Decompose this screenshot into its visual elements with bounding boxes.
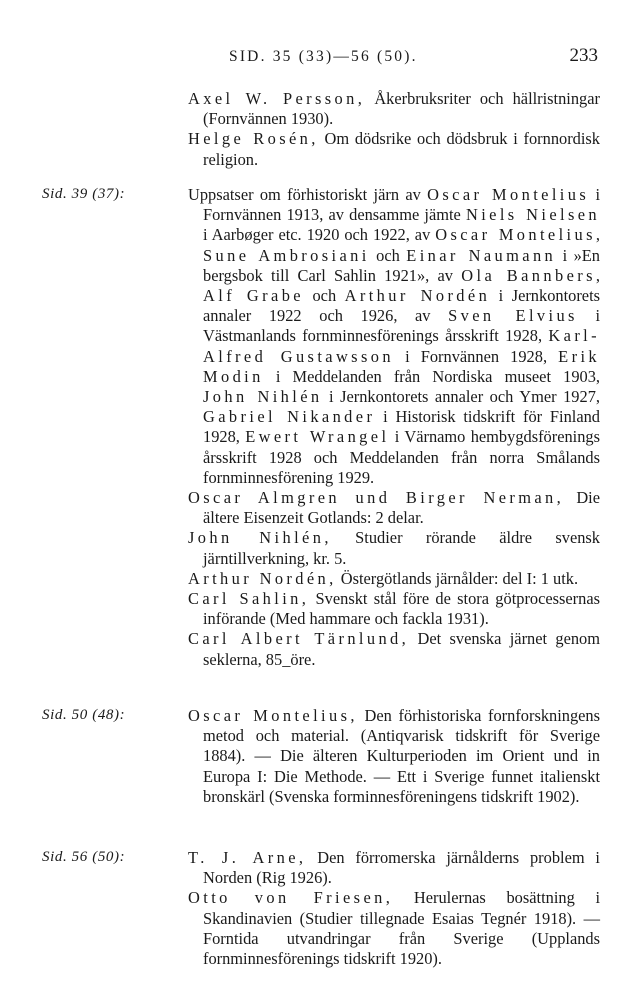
entry-text: Den förhistoriska fornforskningens metod och material. (Antiqvarisk tidskrift för Sverige 1884). — Die älteren Kulturperioden im Orient und in Europa I: Die Methode. — Ett i Sverige funnet italienskt bronskärl (Svenska forminnesföreningens tidskrift 1902). — [203, 706, 601, 806]
entry-author: Sven Elvius — [448, 306, 578, 326]
entry-author: Ola Bannbers — [461, 265, 596, 285]
entry-text: i Jernkontorets annaler 1922 och 1926, av — [203, 286, 600, 326]
bibliography-entry — [188, 528, 600, 568]
entry-author: Oscar Montelius — [435, 225, 596, 245]
entry-text: i Fornvännen 1928, — [393, 346, 559, 366]
entry-text: Studier rörande äldre svensk järntillverkning, kr. 5. — [203, 528, 600, 568]
entry-text: Det svenska järnet genom seklerna, 85_öre. — [203, 629, 600, 669]
page-header — [0, 44, 640, 74]
running-head: SID. 35 (33)—56 (50). — [229, 48, 418, 65]
entry-text: , — [595, 265, 601, 285]
entry-author: Erik Modin — [203, 346, 600, 386]
entry-text: i Jernkontorets annaler och Ymer 1927, — [322, 387, 600, 407]
entry-author: Carl Sahlin, — [188, 589, 310, 609]
entry-text: i Västmanlands fornminnesförenings årsskrift 1928, — [203, 306, 601, 346]
entry-text: Åkerbruksriter och hällristningar (Fornvännen 1930). — [203, 89, 600, 129]
bibliography-entry — [188, 89, 600, 129]
entry-author: Otto von Friesen, — [188, 888, 394, 908]
entry-text: i Historisk tidskrift för Finland 1928, — [203, 407, 600, 447]
entry-author: Axel W. Persson, — [188, 89, 366, 108]
entry-author: Gabriel Nikander — [203, 407, 376, 427]
entry-author: John Nihlén — [203, 387, 323, 407]
entry-text: Den förromerska järnålderns problem i Norden (Rig 1926). — [203, 848, 600, 888]
margin-reference: Sid. 39 (37): — [42, 186, 126, 202]
entry-author: Carl Albert Tärnlund, — [188, 629, 410, 649]
margin-reference: Sid. 56 (50): — [42, 849, 126, 865]
entry-text: i Meddelanden från Nordiska museet 1903, — [263, 366, 600, 386]
entry-text: i Fornvännen 1913, av densamme jämte — [203, 185, 601, 225]
entry-author: John Nihlén, — [188, 528, 332, 548]
entry-author: Einar Naumann — [406, 245, 557, 265]
entry-list — [188, 185, 600, 670]
entry-text: , — [595, 225, 600, 245]
bibliography-entry — [188, 589, 600, 629]
entry-author: Karl-Alfred Gustawsson — [203, 326, 600, 366]
entry-text: och — [303, 286, 345, 306]
bibliography-entry — [188, 706, 600, 807]
entry-author: Arthur Nordén, — [188, 568, 337, 588]
entry-text: i Värnamo hembygdsförenings årsskrift 1928 och Meddelanden från norra Smålands fornminnesförening 1929. — [203, 427, 600, 487]
entry-author: Oscar Montelius, — [188, 706, 358, 725]
entry-text: Om dödsrike och dödsbruk i fornnordisk religion. — [203, 129, 601, 169]
entry-author: T. J. Arne, — [188, 848, 307, 867]
entry-author: Oscar Montelius — [427, 185, 590, 204]
entry-text: Herulernas bosättning i Skandinavien (Studier tillegnade Esaias Tegnér 1918). — Forntida utvandringar från Sverige (Upplands fornminnesförenings tidskrift 1920). — [203, 888, 600, 969]
entry-author: Alf Grabe — [203, 286, 304, 306]
margin-reference: Sid. 50 (48): — [42, 707, 126, 723]
entry-text: i »En bergsbok till Carl Sahlin 1921», av — [203, 245, 601, 285]
entry-text: Die ältere Eisenzeit Gotlands: 2 delar. — [203, 488, 601, 528]
entry-author: Helge Rosén, — [188, 129, 319, 149]
entry-text: Östergötlands järnålder: del I: 1 utk. — [336, 568, 579, 588]
entry-text: Uppsatser om förhistoriskt järn av — [188, 185, 428, 204]
bibliography-entry — [188, 848, 600, 888]
bibliography-entry — [188, 629, 600, 669]
entry-author: Ewert Wrangel — [245, 427, 390, 447]
entry-author: Sune Ambrosiani — [203, 245, 370, 265]
bibliography-entry — [188, 888, 600, 969]
entry-text: i Aarbøger etc. 1920 och 1922, av — [203, 225, 436, 245]
entry-text: och — [369, 245, 407, 265]
bibliography-entry — [188, 488, 600, 528]
entry-list — [188, 89, 600, 170]
entry-list — [188, 706, 600, 807]
entry-author: Arthur Nordén — [344, 286, 491, 306]
entry-author: Niels Nielsen — [465, 205, 600, 225]
bibliography-entry — [188, 185, 600, 488]
entry-text: Svenskt stål före de stora götprocessernas införande (Med hammare och fackla 1931). — [203, 589, 600, 629]
bibliography-entry — [188, 569, 600, 589]
entry-author: Oscar Almgren und Birger Nerman, — [188, 488, 565, 508]
entry-list — [188, 848, 600, 969]
page-number: 233 — [569, 45, 598, 66]
bibliography-entry — [188, 129, 600, 169]
